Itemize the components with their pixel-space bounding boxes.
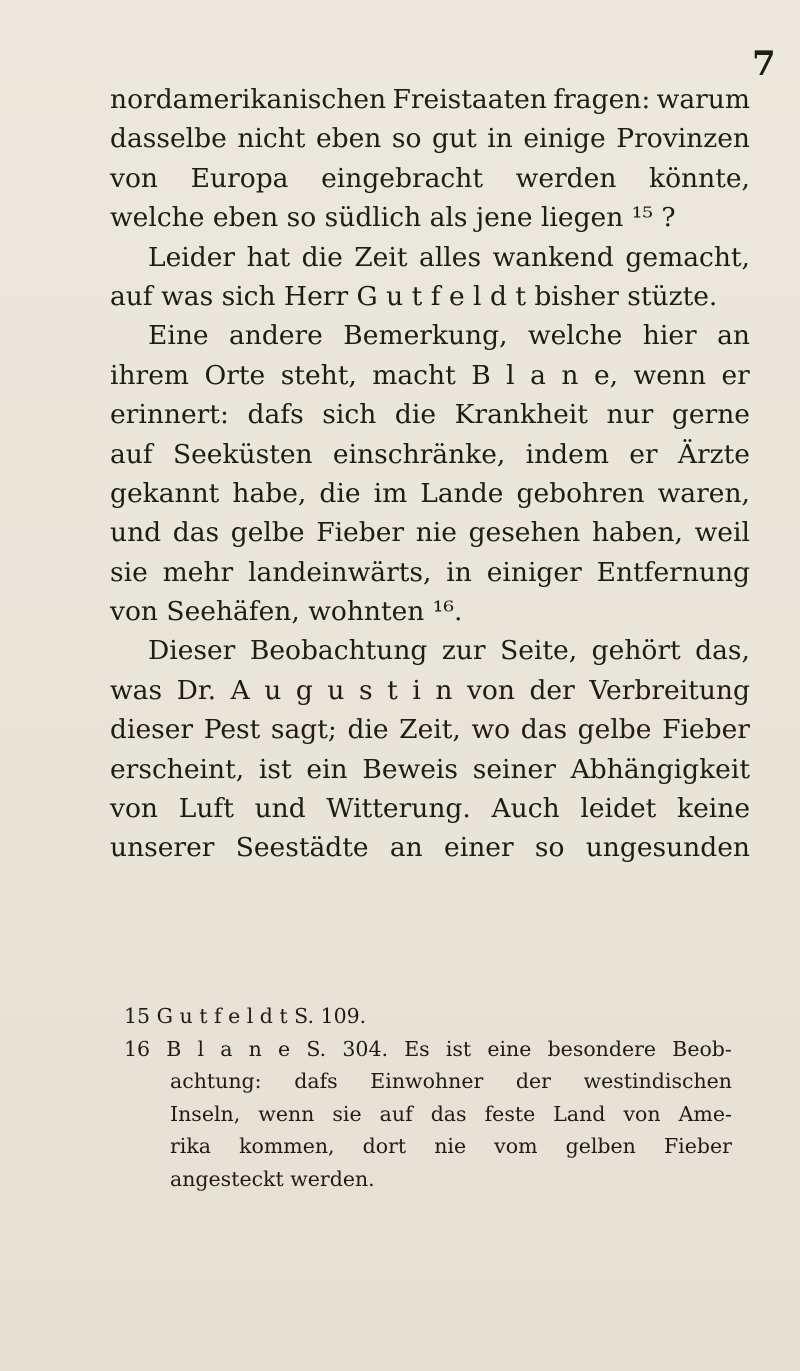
text-line: was Dr. A u g u s t i n von der Verbreitung — [110, 674, 750, 706]
text-line: dasselbe nicht eben so gut in einige Provinzen — [110, 123, 750, 155]
page-number: 7 — [752, 44, 776, 84]
text-line: welche eben so südlich als jene liegen ¹⁵ ? — [110, 202, 676, 234]
footnotes — [124, 1000, 732, 1195]
text-line: auf was sich Herr G u t f e l d t bisher stüzte. — [110, 280, 718, 312]
paragraph-start-line: Dieser Beobachtung zur Seite, gehört das, — [148, 635, 750, 667]
text-line: erinnert: dafs sich die Krankheit nur gerne — [110, 399, 750, 431]
text-line: gekannt habe, die im Lande gebohren waren, — [110, 477, 750, 509]
text-line: sie mehr landeinwärts, in einiger Entfernung — [110, 556, 750, 588]
text-line: von Europa eingebracht werden könnte, — [110, 162, 750, 194]
text-line: von Seehäfen, wohnten ¹⁶. — [110, 596, 463, 628]
footnote-line: rika kommen, dort nie vom gelben Fieber — [170, 1134, 732, 1158]
text-line: nordamerikanischen Freistaaten fragen: warum — [110, 84, 750, 115]
paragraph-start-line: Eine andere Bemerkung, welche hier an — [148, 320, 750, 352]
footnote-line: Inseln, wenn sie auf das feste Land von Ame- — [170, 1101, 732, 1126]
footnote-line: achtung: dafs Einwohner der westindischen — [170, 1069, 732, 1093]
footnote-15: 15 G u t f e l d t S. 109. — [124, 1004, 367, 1028]
text-line: auf Seeküsten einschränke, indem er Ärzte — [110, 438, 750, 470]
footnote-16: 16 B l a n e S. 304. Es ist eine besondere Beob- — [124, 1036, 732, 1061]
text-line: und das gelbe Fieber nie gesehen haben, weil — [110, 517, 750, 549]
paragraph-start-line: Leider hat die Zeit alles wankend gemacht, — [148, 241, 750, 273]
text-line: ihrem Orte steht, macht B l a n e, wenn er — [110, 359, 750, 391]
body-text — [110, 80, 750, 868]
text-line: von Luft und Witterung. Auch leidet keine — [110, 793, 750, 825]
text-line: erscheint, ist ein Beweis seiner Abhängigkeit — [110, 753, 750, 785]
text-line: unserer Seestädte an einer so ungesunden — [110, 832, 750, 864]
text-line: dieser Pest sagt; die Zeit, wo das gelbe Fieber — [110, 714, 750, 746]
footnote-line: angesteckt werden. — [170, 1166, 375, 1191]
